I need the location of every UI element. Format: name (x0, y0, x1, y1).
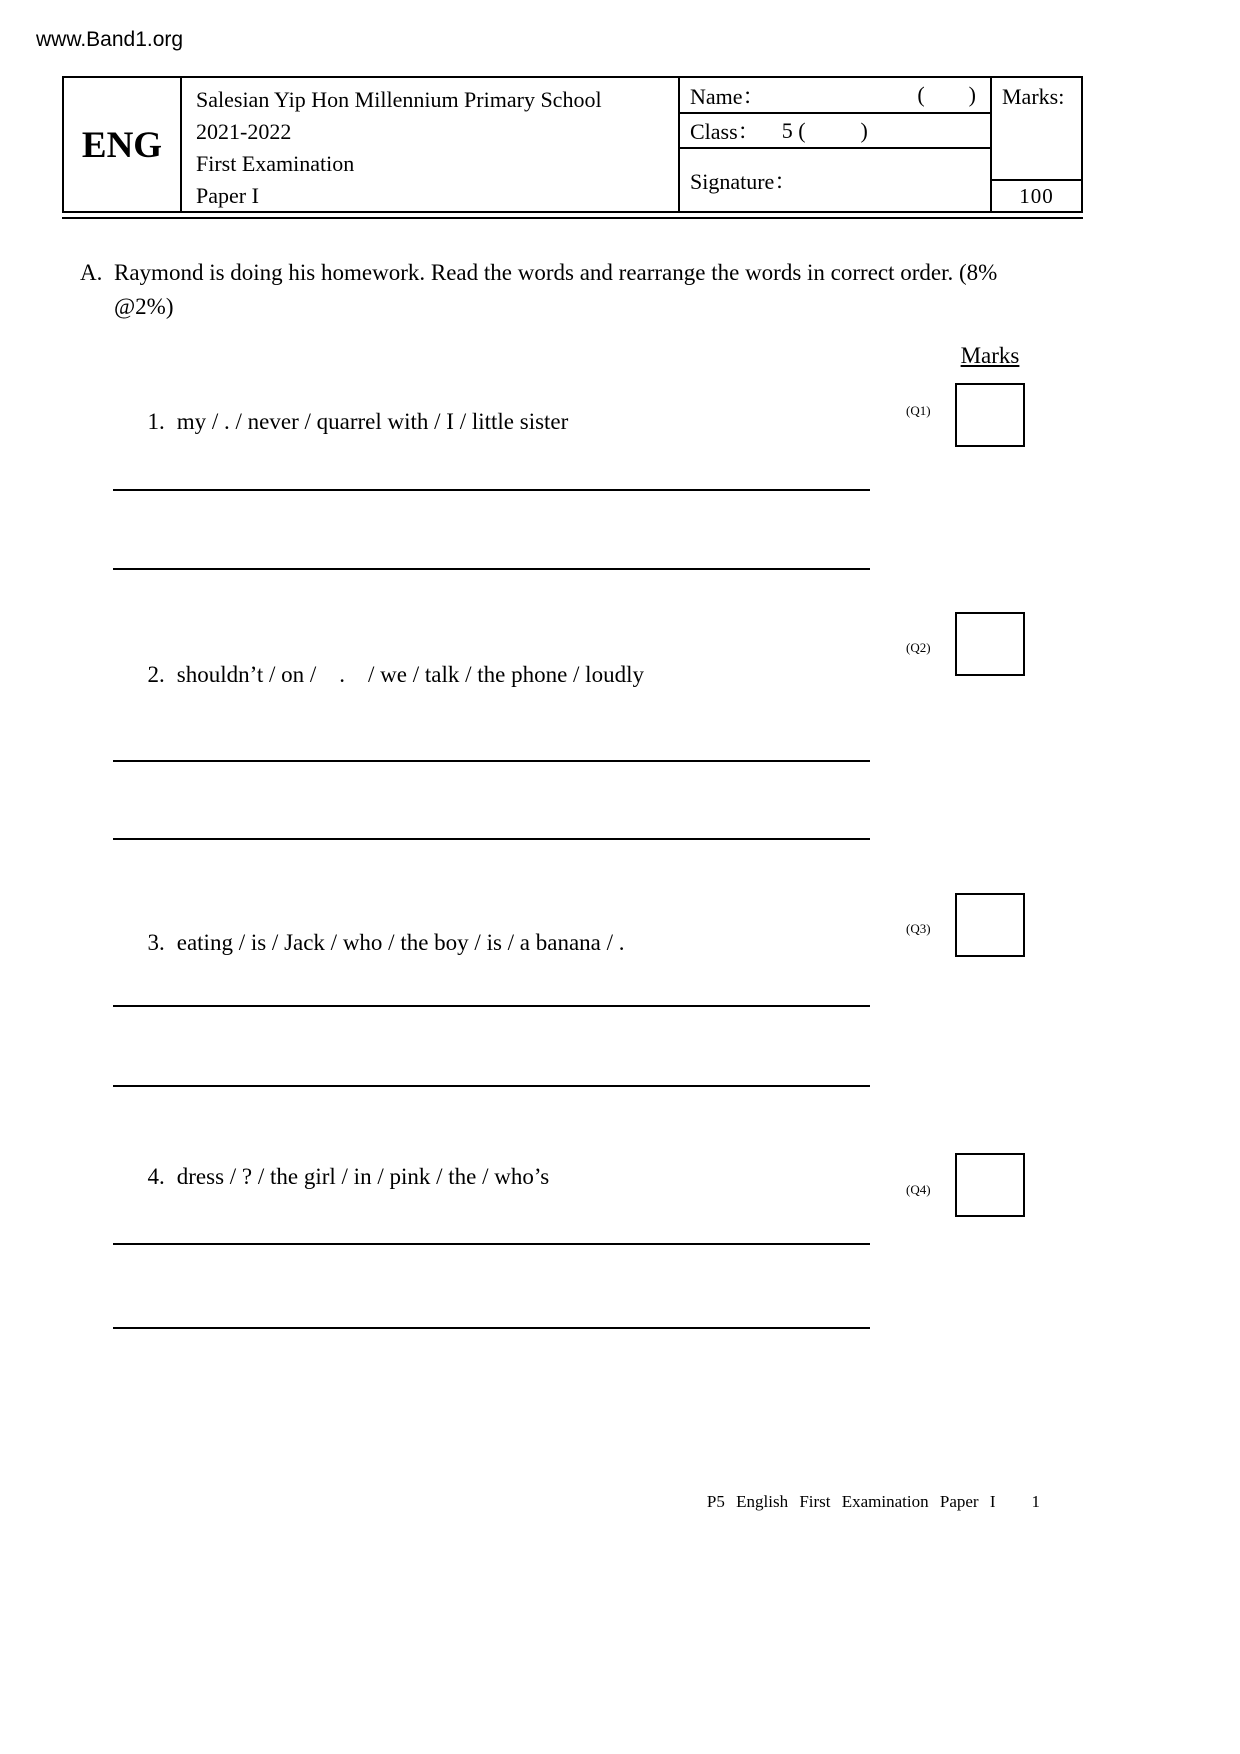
subject-code: ENG (64, 78, 182, 212)
question-number: 3. (147, 930, 165, 955)
question-text: eating / is / Jack / who / the boy / is / a banana / . (176, 930, 625, 955)
question-1-text-line (113, 383, 568, 461)
watermark-url: www.Band1.org (36, 28, 184, 51)
section-a-label: A. (80, 260, 103, 285)
signature-label: Signature： (690, 169, 797, 194)
name-label: Name： (690, 83, 765, 109)
page-footer (0, 1492, 1040, 1512)
question-3-answer-line-2 (113, 1085, 870, 1087)
marks-label: Marks: (1002, 84, 1065, 109)
question-3-marks-box (955, 893, 1025, 957)
footer-text: P5 English First Examination Paper I (706, 1492, 996, 1511)
question-4 (113, 1138, 1030, 1331)
question-2 (113, 612, 1030, 842)
question-4-text-line (113, 1138, 549, 1216)
question-number: 4. (147, 1164, 165, 1189)
class-value-field: 5 ( ) (781, 117, 868, 143)
question-3-mark-tag: (Q3) (906, 921, 931, 936)
question-4-answer-line-1 (113, 1243, 870, 1245)
school-year: 2021-2022 (196, 119, 292, 144)
question-text: shouldn’t / on / . / we / talk / the phone / loudly (176, 662, 644, 687)
class-number-field: ( ) (917, 82, 976, 107)
exam-header-table (62, 76, 1083, 213)
school-name: Salesian Yip Hon Millennium Primary School (196, 87, 602, 112)
question-1-mark-tag: (Q1) (906, 403, 931, 418)
question-2-answer-line-1 (113, 760, 870, 762)
class-row (680, 114, 990, 149)
question-2-text-line (113, 636, 644, 714)
marks-total: 100 (992, 179, 1081, 212)
name-row (680, 78, 990, 114)
question-4-answer-line-2 (113, 1327, 870, 1329)
question-2-answer-line-2 (113, 838, 870, 840)
question-1-answer-line-2 (113, 568, 870, 570)
question-1 (113, 383, 1030, 573)
question-2-mark-tag: (Q2) (906, 640, 931, 655)
class-label: Class： (690, 119, 760, 144)
student-info-cell (680, 78, 992, 212)
question-number: 2. (147, 662, 165, 687)
question-3-answer-line-1 (113, 1005, 870, 1007)
marks-column-header: Marks (960, 343, 1020, 368)
marks-cell (992, 78, 1081, 212)
question-2-marks-box (955, 612, 1025, 676)
section-a-heading (80, 256, 1020, 324)
page-number: 1 (1031, 1492, 1040, 1511)
question-1-answer-line-1 (113, 489, 870, 491)
question-4-marks-box (955, 1153, 1025, 1217)
school-info-cell (182, 78, 680, 212)
question-1-marks-box (955, 383, 1025, 447)
section-a-instructions: Raymond is doing his homework. Read the words and rearrange the words in correct order. (8% @2%) (114, 260, 998, 319)
table-bottom-rule (62, 217, 1083, 219)
signature-row (680, 149, 990, 212)
question-text: my / . / never / quarrel with / I / little sister (176, 409, 569, 434)
question-3-text-line (113, 904, 625, 982)
question-number: 1. (147, 409, 165, 434)
question-3 (113, 893, 1030, 1089)
question-4-mark-tag: (Q4) (906, 1182, 931, 1197)
exam-name: First Examination (196, 151, 355, 176)
question-text: dress / ? / the girl / in / pink / the / who’s (176, 1164, 550, 1189)
paper-name: Paper I (196, 183, 259, 208)
